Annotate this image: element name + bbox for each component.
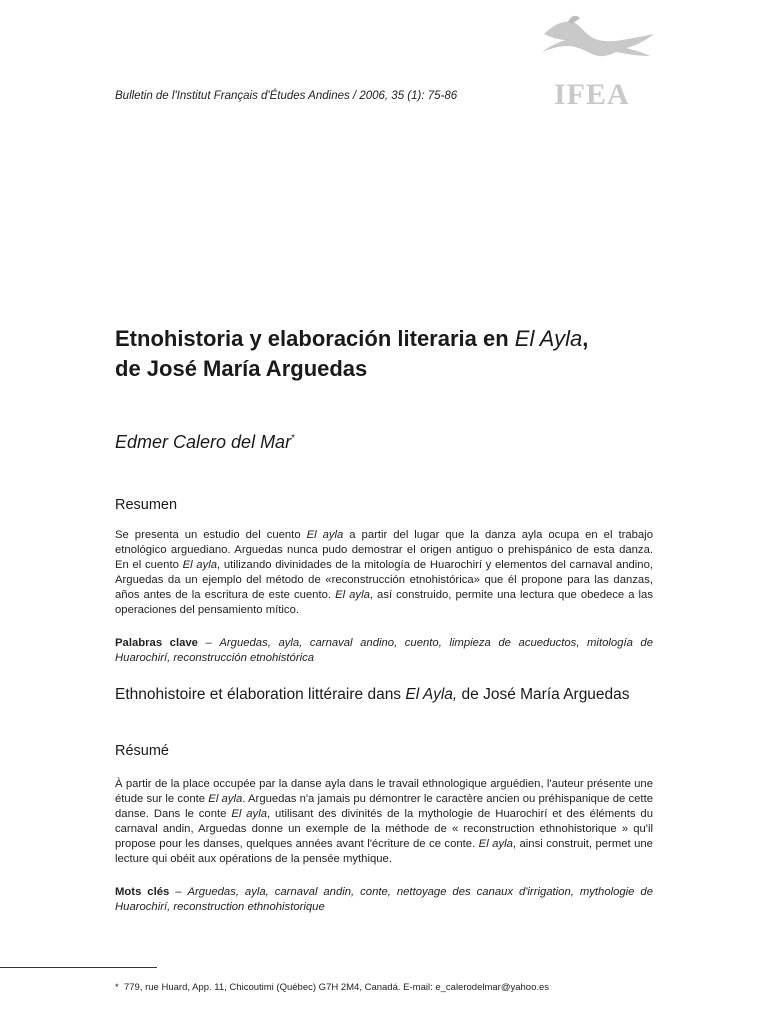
resumen-text-2: a partir del lugar que la danza ayla ocupa en el trabajo etnológico arguediano. Arguedas nunca pudo demostrar el origen antiguo o prehispánico de esta danza. En el cuento — [115, 529, 653, 571]
palabras-clave-text: Arguedas, ayla, carnaval andino, cuento, limpieza de acueductos, mitología de Huarochirí, reconstrucción etnohistórica — [115, 637, 653, 664]
footnote — [115, 982, 549, 993]
resume-text-1: À partir de la place occupée par la danse ayla dans le travail ethnologique arguédien, l'auteur présente une étude sur le conte — [115, 778, 653, 805]
french-title-prefix: Ethnohistoire et élaboration littéraire dans — [115, 686, 406, 703]
author-name — [115, 432, 295, 453]
resumen-italic-3: El ayla — [335, 589, 370, 601]
resumen-text-4: , así construido, permite una lectura que obedece a las operaciones del pensamiento mítico. — [115, 589, 653, 616]
resume-text-3: , utilisant des divinités de la mythologie de Huarochirí et des éléments du carnaval andin, Arguedas donne un exemple de la méthode de « reconstruction ethnohistorique » qu'il propose pour les danses, quelques années avant l'écriture de ce conte. — [115, 808, 653, 850]
resumen-italic-2: El ayla — [182, 559, 218, 571]
resume-text-4: , ainsi construit, permet une lecture qui obéit aux opérations de la pensée mythique. — [115, 838, 653, 865]
footnote-text: 779, rue Huard, App. 11, Chicoutimi (Québec) G7H 2M4, Canadá. E-mail: e_calerodelmar@yahoo.es — [123, 982, 550, 993]
mots-cles-text: Arguedas, ayla, carnaval andin, conte, nettoyage des canaux d'irrigation, mythologie de Huarochirí, reconstruction ethnohistorique — [115, 886, 653, 913]
resumen-italic-1: El ayla — [306, 529, 344, 541]
title-line2: de José María Arguedas — [115, 356, 368, 381]
resume-heading: Résumé — [115, 743, 169, 759]
resumen-text-1: Se presenta un estudio del cuento — [115, 529, 307, 541]
resumen-paragraph — [115, 528, 653, 618]
resumen-text-3: , utilizando divinidades de la mitología de Huarochirí y elementos del carnaval andino, Arguedas da un ejemplo del método de «reconstrucción etnohistórica» que él propone para las danzas, años antes de la escritura de este cuento. — [115, 559, 653, 601]
condor-bird-icon — [538, 12, 658, 82]
resume-italic-3: El ayla — [478, 838, 513, 850]
resume-italic-1: El ayla — [208, 793, 243, 805]
french-title-italic: El Ayla, — [405, 686, 458, 703]
logo-text: IFEA — [554, 78, 630, 111]
resumen-heading: Resumen — [115, 497, 178, 513]
resume-text-2: . Arguedas n'a jamais pu démontrer le caractère ancien ou préhispanique de cette danse. Dans le conte — [115, 793, 653, 820]
palabras-clave-label: Palabras clave — [115, 637, 198, 649]
footnote-divider — [0, 967, 157, 968]
article-title — [115, 324, 675, 384]
resume-paragraph — [115, 777, 653, 867]
author-name-text: Edmer Calero del Mar — [115, 432, 292, 452]
ifea-logo — [538, 12, 658, 112]
palabras-clave — [115, 636, 653, 666]
french-title-suffix: de José María Arguedas — [457, 686, 630, 703]
title-line1-prefix: Etnohistoria y elaboración literaria en — [115, 326, 515, 351]
author-footnote-mark: * — [291, 433, 295, 444]
palabras-clave-dash: – — [197, 637, 220, 649]
journal-citation: Bulletin de l'Institut Français d'Études Andines / 2006, 35 (1): 75-86 — [115, 90, 458, 102]
title-line1-suffix: , — [582, 326, 589, 351]
mots-cles-label: Mots clés — [115, 886, 170, 898]
mots-cles — [115, 885, 653, 915]
resume-italic-2: El ayla — [231, 808, 267, 820]
title-line1-italic: El Ayla — [514, 326, 583, 351]
mots-cles-dash: – — [169, 886, 188, 898]
footnote-mark: * — [115, 982, 119, 993]
french-title — [115, 684, 655, 706]
